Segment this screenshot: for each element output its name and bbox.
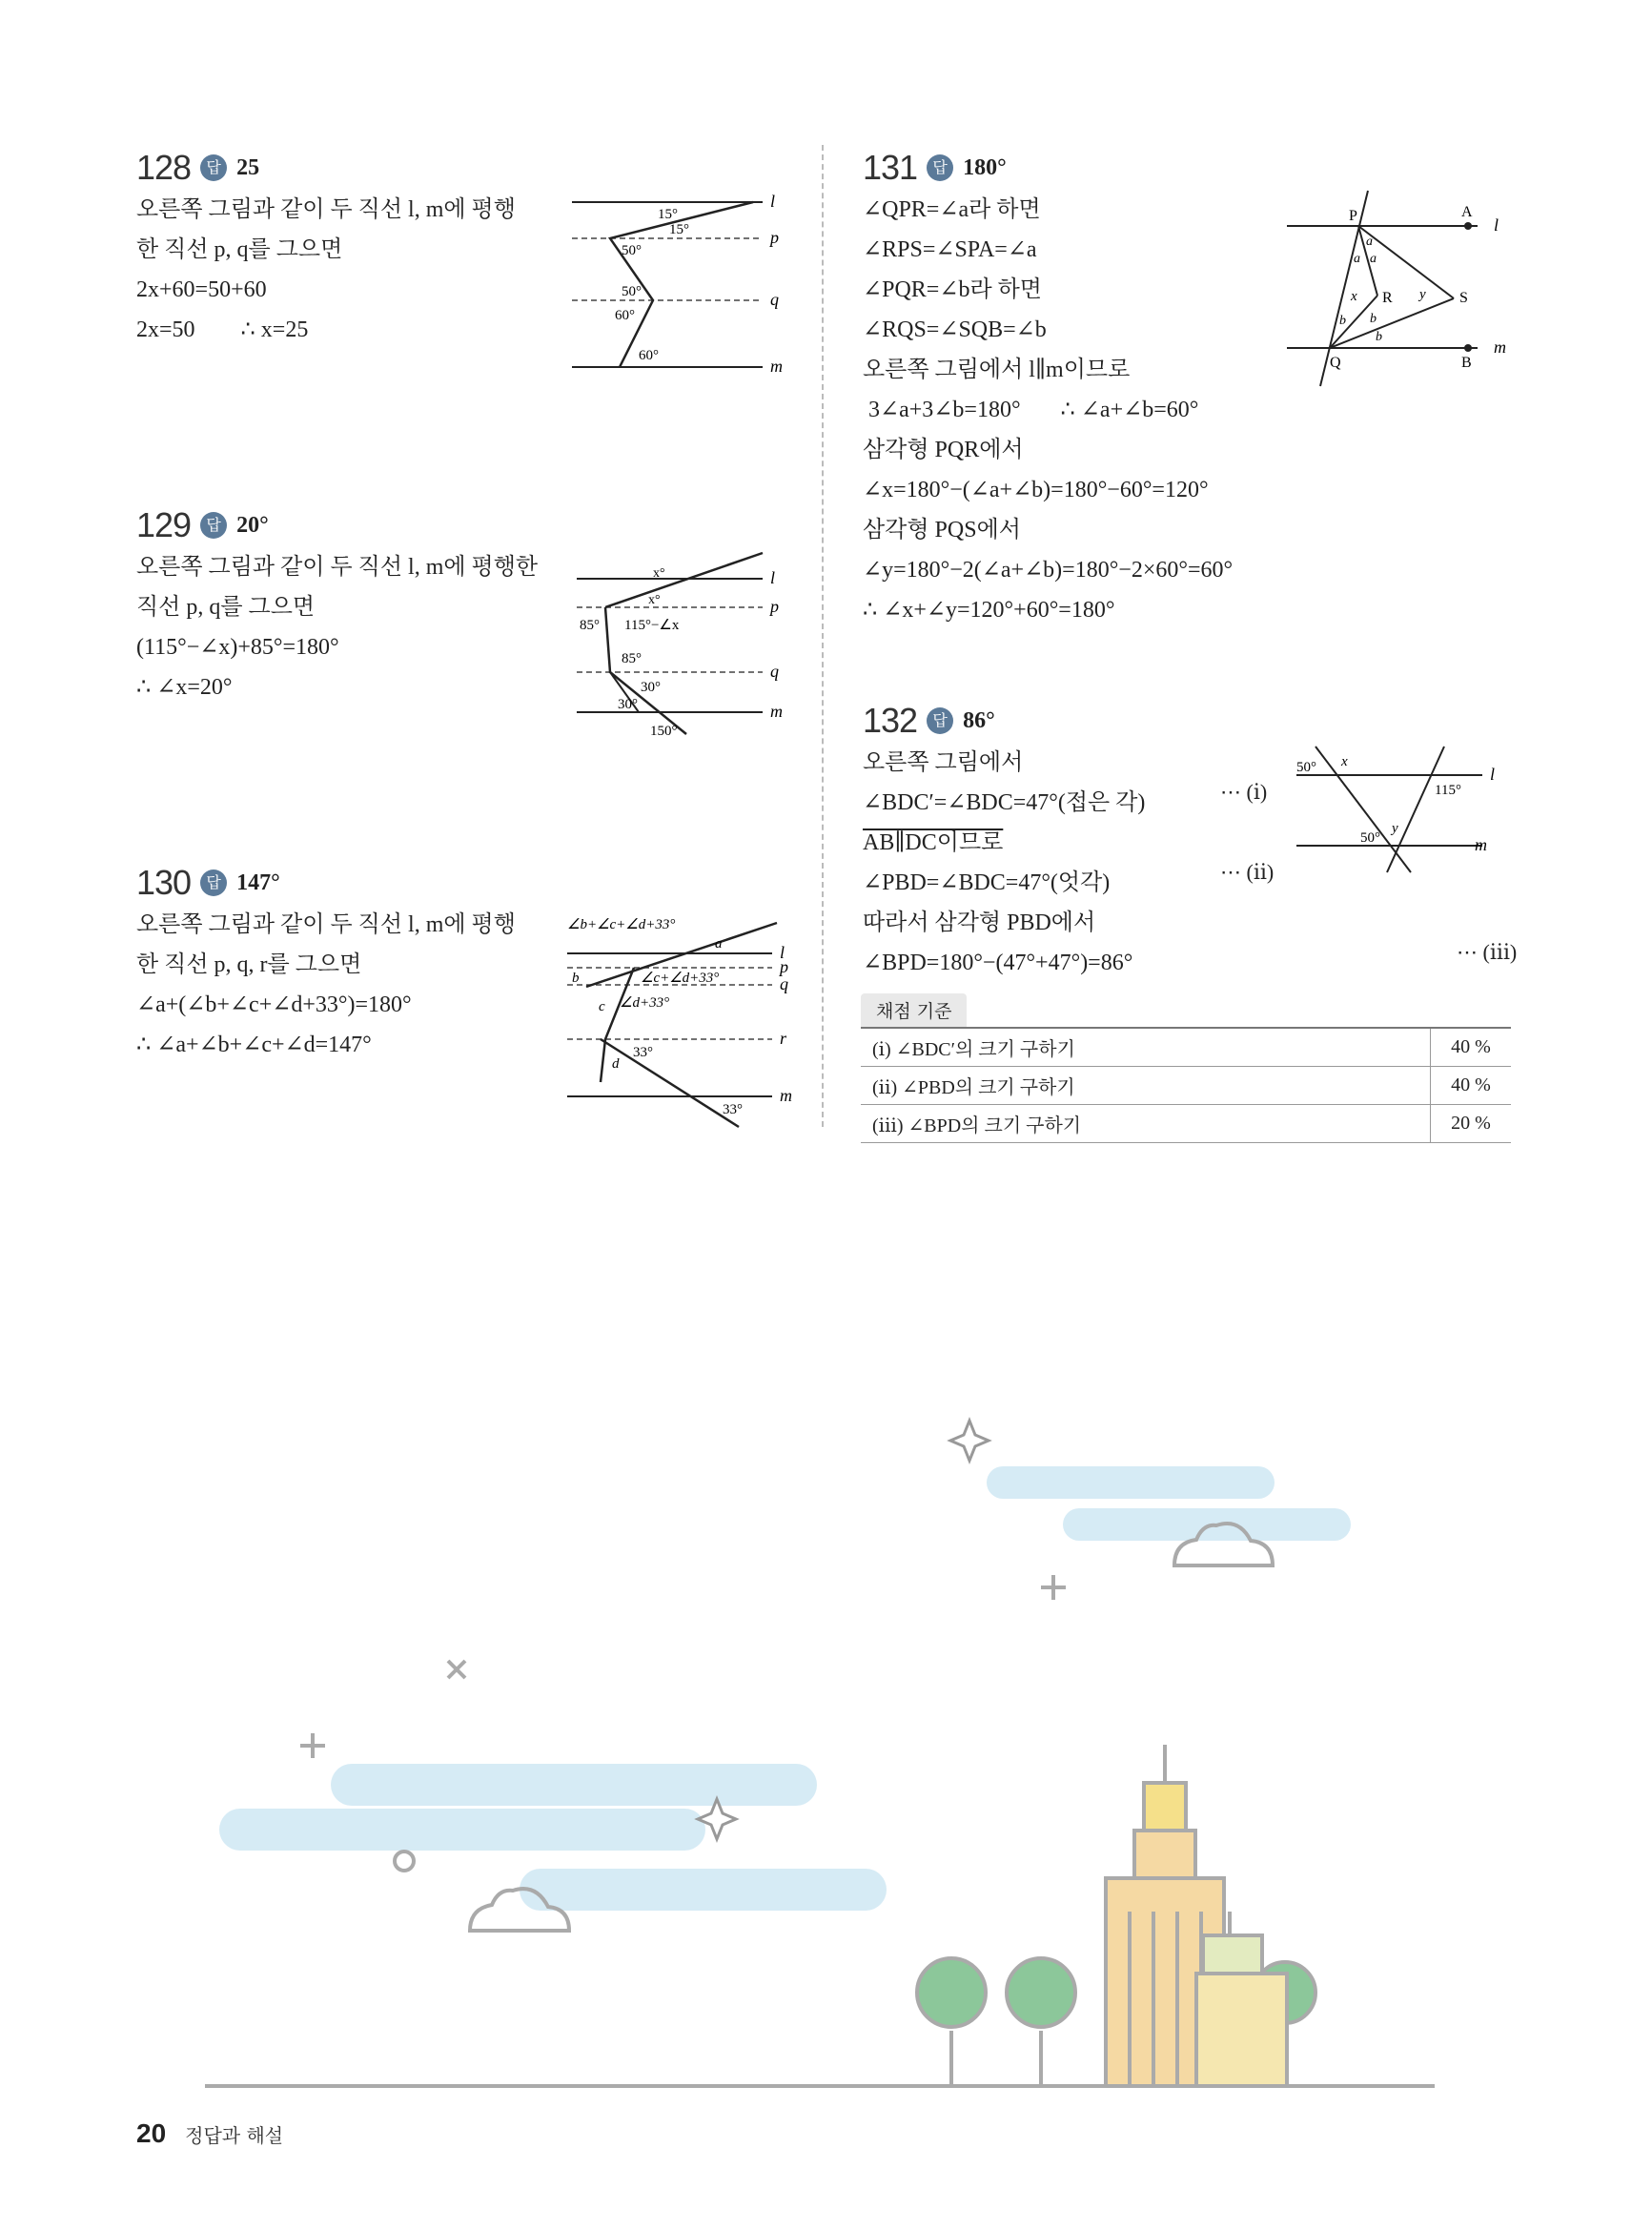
line-label: q	[770, 290, 779, 309]
line-label: l	[780, 943, 785, 962]
solution-line: 삼각형 PQR에서	[863, 438, 1024, 462]
solution-line: ∠a+(∠b+∠c+∠d+33°)=180°	[136, 992, 412, 1017]
criteria-pct: 40 %	[1431, 1067, 1512, 1105]
solution-line: ∠RQS=∠SQB=∠b	[863, 317, 1047, 342]
point-label: B	[1461, 355, 1472, 371]
line-label: m	[1475, 835, 1487, 854]
solution-line: ∠PBD=∠BDC=47°(엇각)	[863, 870, 1111, 895]
angle-label: 150°	[650, 724, 678, 739]
line-label: p	[770, 228, 779, 247]
footer-title: 정답과 해설	[185, 2124, 284, 2147]
column-divider	[822, 145, 824, 1127]
solution-line: ∠y=180°−2(∠a+∠b)=180°−2×60°=60°	[863, 558, 1234, 583]
answer-badge: 답	[927, 707, 953, 734]
solution-line: 따라서 삼각형 PBD에서	[863, 910, 1096, 935]
criteria-label: (ⅱ) ∠PBD의 크기 구하기	[861, 1067, 1431, 1105]
problem-128	[136, 148, 516, 350]
problem-number: 130	[136, 863, 192, 902]
solution-line: 한 직선 p, q를 그으면	[136, 237, 343, 262]
angle-label: y	[1419, 287, 1426, 302]
line-label: r	[780, 1029, 787, 1048]
point-label: P	[1349, 208, 1357, 224]
problem-132	[863, 701, 1145, 983]
angle-label: 115°	[1435, 783, 1461, 798]
problem-number: 129	[136, 505, 192, 544]
solution-line: ∠RPS=∠SPA=∠a	[863, 237, 1037, 262]
answer-badge: 답	[200, 512, 227, 539]
solution-line: 한 직선 p, q, r를 그으면	[136, 952, 362, 977]
page-number: 20	[136, 2118, 167, 2148]
angle-label: 60°	[639, 348, 659, 363]
solution-line: AB∥DC이므로	[863, 830, 1004, 855]
angle-label: ∠c+∠d+33°	[641, 971, 720, 986]
point-label: S	[1459, 290, 1468, 306]
angle-label: a	[715, 936, 723, 951]
solution-line: ∠BDC′=∠BDC=47°(접은 각)	[863, 790, 1146, 815]
solution-line: 오른쪽 그림과 같이 두 직선 l, m에 평행	[136, 912, 516, 937]
line-label: l	[770, 568, 776, 587]
angle-label: 30°	[618, 697, 638, 712]
solution-line: ∴ ∠x=20°	[136, 675, 233, 700]
angle-label: 50°	[622, 284, 642, 299]
answer-value: 20°	[236, 512, 269, 538]
solution-line: 3∠a+3∠b=180° ∴ ∠a+∠b=60°	[863, 398, 1199, 422]
point-label: R	[1382, 290, 1393, 306]
angle-label: x°	[648, 593, 661, 607]
solution-line: 2x=50 ∴ x=25	[136, 317, 309, 342]
angle-label: 60°	[615, 308, 635, 323]
table-row	[861, 1105, 1511, 1143]
line-label: p	[770, 597, 779, 616]
angle-label: a	[1366, 235, 1373, 249]
angle-label: 50°	[1296, 760, 1316, 775]
criteria-label: (ⅰ) ∠BDC′의 크기 구하기	[861, 1028, 1431, 1067]
criteria-pct: 20 %	[1431, 1105, 1512, 1143]
criteria-table	[861, 1027, 1511, 1143]
problem-131	[863, 148, 1233, 630]
angle-label: a	[1370, 252, 1377, 266]
solution-line: ∴ ∠a+∠b+∠c+∠d=147°	[136, 1033, 372, 1057]
solution-line: 오른쪽 그림에서 l∥m이므로	[863, 358, 1131, 382]
line-label: l	[1490, 765, 1496, 784]
figure-131	[1282, 186, 1516, 396]
figure-128	[562, 186, 791, 377]
problem-number: 128	[136, 148, 192, 187]
angle-label: d	[612, 1056, 620, 1072]
angle-label: 15°	[658, 207, 678, 222]
line-label: q	[770, 662, 779, 681]
angle-label: 33°	[633, 1045, 653, 1060]
solution-line: 2x+60=50+60	[136, 277, 267, 302]
angle-label: 85°	[622, 651, 642, 666]
city-illustration	[0, 1382, 1652, 2107]
figure-130	[562, 906, 796, 1135]
figure-129	[572, 548, 801, 748]
angle-label: b	[1339, 314, 1346, 328]
angle-label: x	[1351, 289, 1357, 304]
angle-label: 33°	[723, 1102, 743, 1117]
line-label: m	[770, 702, 783, 721]
angle-label: c	[599, 999, 605, 1014]
solution-line: ∠QPR=∠a라 하면	[863, 197, 1041, 222]
criteria-label: (ⅲ) ∠BPD의 크기 구하기	[861, 1105, 1431, 1143]
line-label: l	[770, 192, 776, 211]
solution-line: 오른쪽 그림에서	[863, 750, 1024, 775]
step-mark: ⋯ (ⅱ)	[1220, 860, 1275, 884]
angle-label: x°	[653, 566, 665, 581]
angle-label: x	[1341, 754, 1348, 769]
figure-132	[1292, 739, 1511, 882]
criteria-pct: 40 %	[1431, 1028, 1512, 1067]
angle-label: b	[1376, 330, 1382, 344]
angle-label: ∠b+∠c+∠d+33°	[567, 917, 676, 932]
solution-line: ∠x=180°−(∠a+∠b)=180°−60°=120°	[863, 478, 1209, 502]
step-mark: ⋯ (ⅰ)	[1220, 780, 1268, 804]
angle-label: 50°	[1360, 830, 1380, 846]
angle-label: ∠d+33°	[620, 995, 670, 1011]
answer-badge: 답	[200, 869, 227, 896]
line-label: m	[780, 1086, 792, 1105]
line-label: q	[780, 974, 788, 993]
solution-line: (115°−∠x)+85°=180°	[136, 635, 339, 660]
table-row	[861, 1067, 1511, 1105]
solution-line: 삼각형 PQS에서	[863, 518, 1021, 542]
answer-value: 147°	[236, 869, 280, 895]
angle-label: 85°	[580, 618, 600, 633]
angle-label: b	[572, 971, 580, 986]
solution-line: 직선 p, q를 그으면	[136, 595, 316, 620]
angle-label: b	[1370, 312, 1377, 326]
page-footer	[136, 2118, 283, 2149]
criteria-title: 채점 기준	[861, 993, 967, 1027]
line-label: p	[780, 957, 788, 976]
scoring-criteria	[861, 993, 1511, 1143]
answer-badge: 답	[927, 154, 953, 181]
angle-label: 50°	[622, 243, 642, 258]
solution-line: 오른쪽 그림과 같이 두 직선 l, m에 평행한	[136, 555, 539, 580]
problem-number: 132	[863, 701, 918, 740]
angle-label: 115°−∠x	[624, 618, 680, 633]
angle-label: a	[1354, 252, 1360, 266]
line-label: m	[770, 357, 783, 376]
problem-130	[136, 863, 516, 1065]
table-row	[861, 1028, 1511, 1067]
answer-value: 180°	[963, 154, 1007, 180]
answer-badge: 답	[200, 154, 227, 181]
line-label: m	[1494, 338, 1506, 357]
angle-label: 30°	[641, 680, 661, 695]
solution-line: ∴ ∠x+∠y=120°+60°=180°	[863, 598, 1115, 623]
answer-value: 86°	[963, 707, 995, 733]
point-label: Q	[1330, 355, 1341, 371]
problem-129	[136, 505, 538, 707]
angle-label: y	[1392, 821, 1398, 836]
point-label: A	[1461, 204, 1473, 220]
solution-line: 오른쪽 그림과 같이 두 직선 l, m에 평행	[136, 197, 516, 222]
answer-value: 25	[236, 154, 260, 180]
solution-line: ∠PQR=∠b라 하면	[863, 277, 1042, 302]
line-label: l	[1494, 215, 1499, 235]
problem-number: 131	[863, 148, 918, 187]
solution-line: ∠BPD=180°−(47°+47°)=86°	[863, 951, 1133, 975]
step-mark: ⋯ (ⅲ)	[1457, 940, 1518, 964]
angle-label: 15°	[669, 222, 689, 237]
